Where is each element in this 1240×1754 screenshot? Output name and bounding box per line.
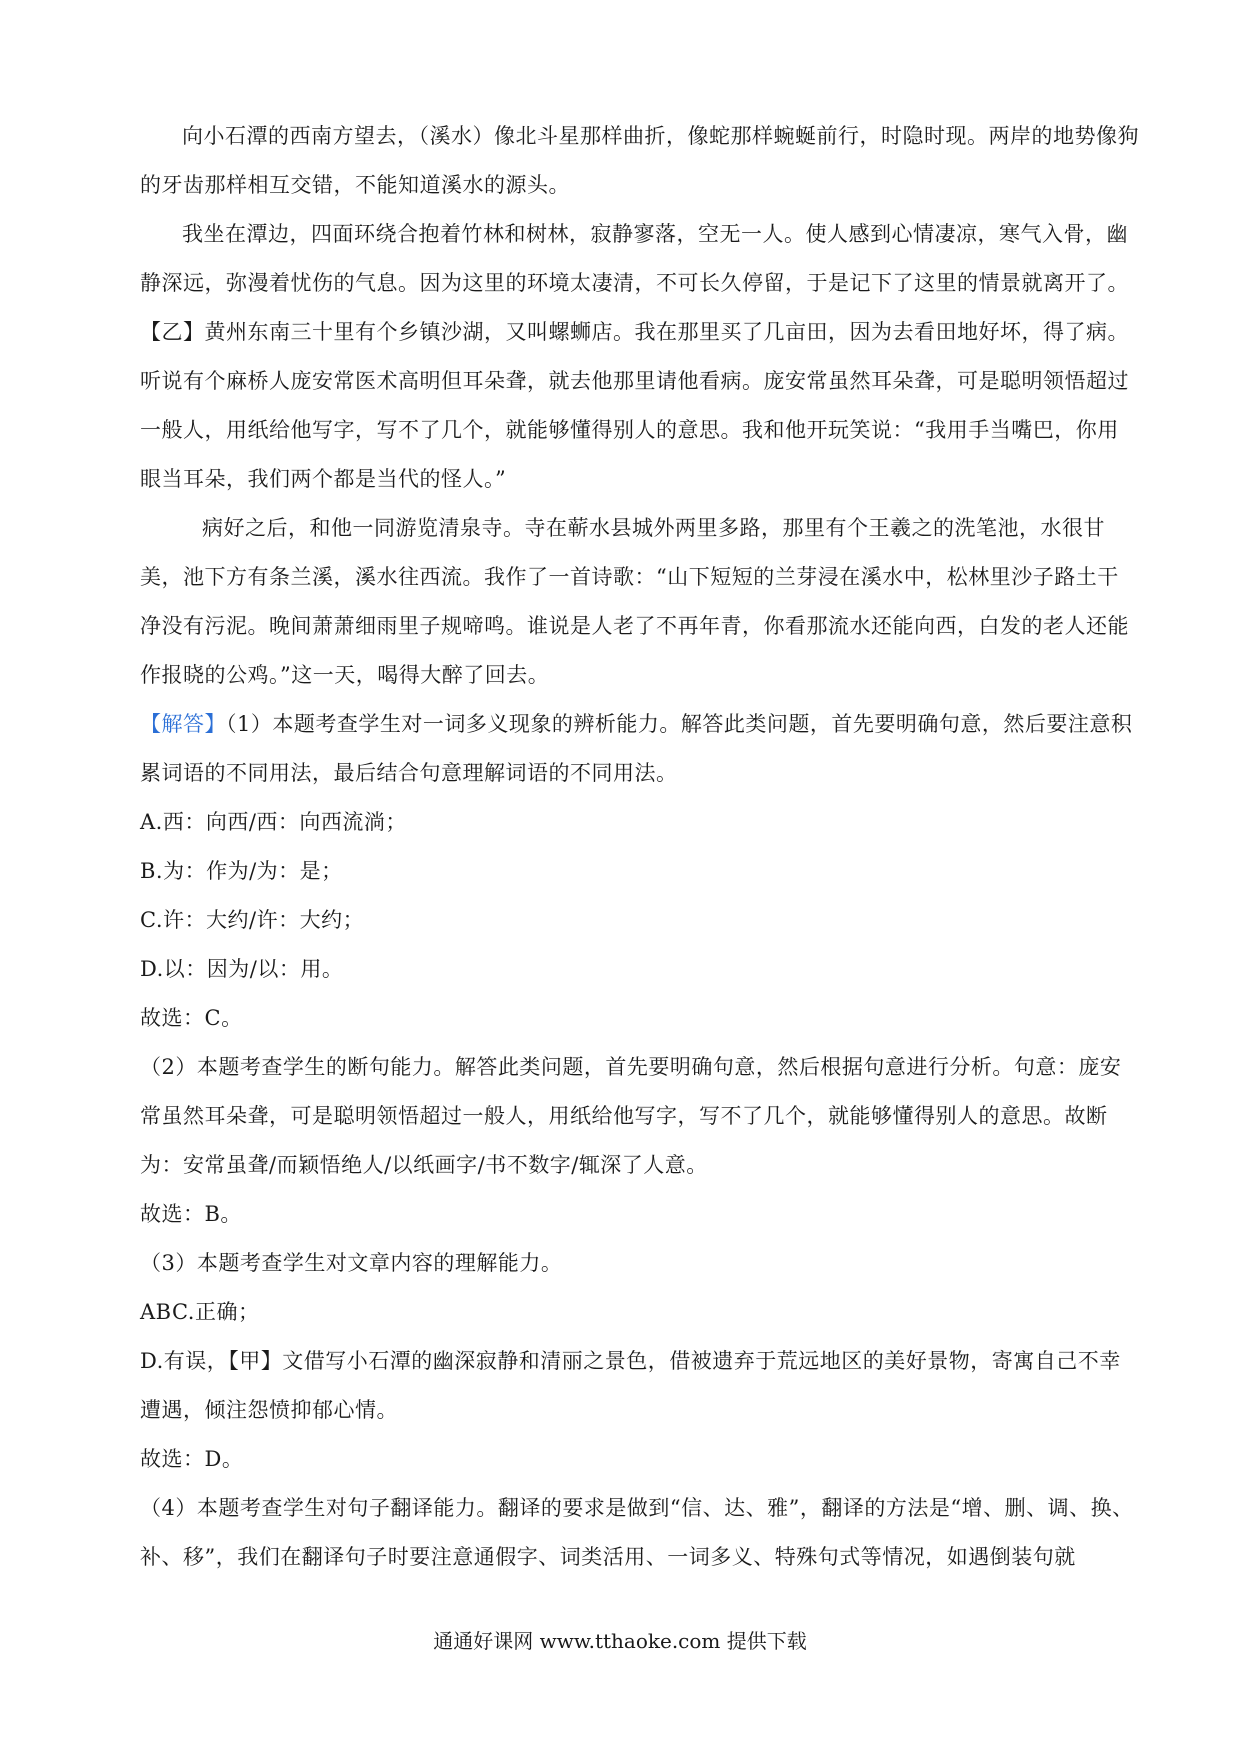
option-c: C.许：大约/许：大约； — [140, 908, 365, 932]
section-tag-yi: 【乙】 — [140, 320, 205, 344]
answer-choice-1: 故选：C。 — [140, 1006, 243, 1030]
paragraph-answer-1 — [140, 700, 1140, 798]
paragraph-text: （1）本题考查学生对一词多义现象的辨析能力。解答此类问题，首先要明确句意，然后要注意积累词语的不同用法，最后结合句意理解词语的不同用法。 — [140, 712, 1133, 785]
answer-choice-3: 故选：D。 — [140, 1447, 244, 1471]
paragraph-translation-2: 我坐在潭边，四面环绕合抱着竹林和树林，寂静寥落，空无一人。使人感到心情凄凉，寒气入骨，幽静深远，弥漫着忧伤的气息。因为这里的环境太凄清，不可长久停留，于是记下了这里的情景就离开了。 — [140, 222, 1129, 295]
paragraph-translation-yi — [140, 308, 1140, 504]
option-d-analysis: D.有误，【甲】文借写小石潭的幽深寂静和清丽之景色，借被遗弃于荒远地区的美好景物，寄寓自己不幸遭遇，倾注怨愤抑郁心情。 — [140, 1349, 1121, 1422]
answer-choice-2: 故选：B。 — [140, 1202, 242, 1226]
paragraph-translation-4: 病好之后，和他一同游览清泉寺。寺在蕲水县城外两里多路，那里有个王羲之的洗笔池，水很甘美，池下方有条兰溪，溪水往西流。我作了一首诗歌：“山下短短的兰芽浸在溪水中，松林里沙子路土干净没有污泥。晚间萧萧细雨里子规啼鸣。谁说是人老了不再年青，你看那流水还能向西，白发的老人还能作报晓的公鸡。”这一天，喝得大醉了回去。 — [140, 516, 1129, 687]
paragraph-text: 黄州东南三十里有个乡镇沙湖，又叫螺蛳店。我在那里买了几亩田，因为去看田地好坏，得了病。听说有个麻桥人庞安常医术高明但耳朵聋，就去他那里请他看病。庞安常虽然耳朵聋，可是聪明领悟超过一般人，用纸给他写字，写不了几个，就能够懂得别人的意思。我和他开玩笑说：“我用手当嘴巴，你用眼当耳朵，我们两个都是当代的怪人。” — [140, 320, 1129, 491]
page-footer: 通通好课网 www.tthaoke.com 提供下载 — [433, 1629, 807, 1653]
option-b: B.为：作为/为：是； — [140, 859, 343, 883]
paragraph-translation-1: 向小石潭的西南方望去，（溪水）像北斗星那样曲折，像蛇那样蜿蜒前行，时隐时现。两岸的地势像狗的牙齿那样相互交错，不能知道溪水的源头。 — [140, 124, 1139, 197]
document-body — [140, 112, 1140, 1582]
option-d: D.以：因为/以：用。 — [140, 957, 344, 981]
answer-tag: 【解答】 — [140, 712, 226, 736]
option-abc: ABC.正确； — [140, 1300, 260, 1324]
paragraph-answer-2: （2）本题考查学生的断句能力。解答此类问题，首先要明确句意，然后根据句意进行分析。句意：庞安常虽然耳朵聋，可是聪明领悟超过一般人，用纸给他写字，写不了几个，就能够懂得别人的意思。故断为：安常虽聋/而颖悟绝人/以纸画字/书不数字/辄深了人意。 — [140, 1055, 1122, 1177]
paragraph-answer-4: （4）本题考查学生对句子翻译能力。翻译的要求是做到“信、达、雅”，翻译的方法是“增、删、调、换、补、移”，我们在翻译句子时要注意通假字、词类活用、一词多义、特殊句式等情况，如遇倒装句就 — [140, 1496, 1134, 1569]
paragraph-answer-3: （3）本题考查学生对文章内容的理解能力。 — [140, 1251, 563, 1275]
option-a: A.西：向西/西：向西流淌； — [140, 810, 407, 834]
